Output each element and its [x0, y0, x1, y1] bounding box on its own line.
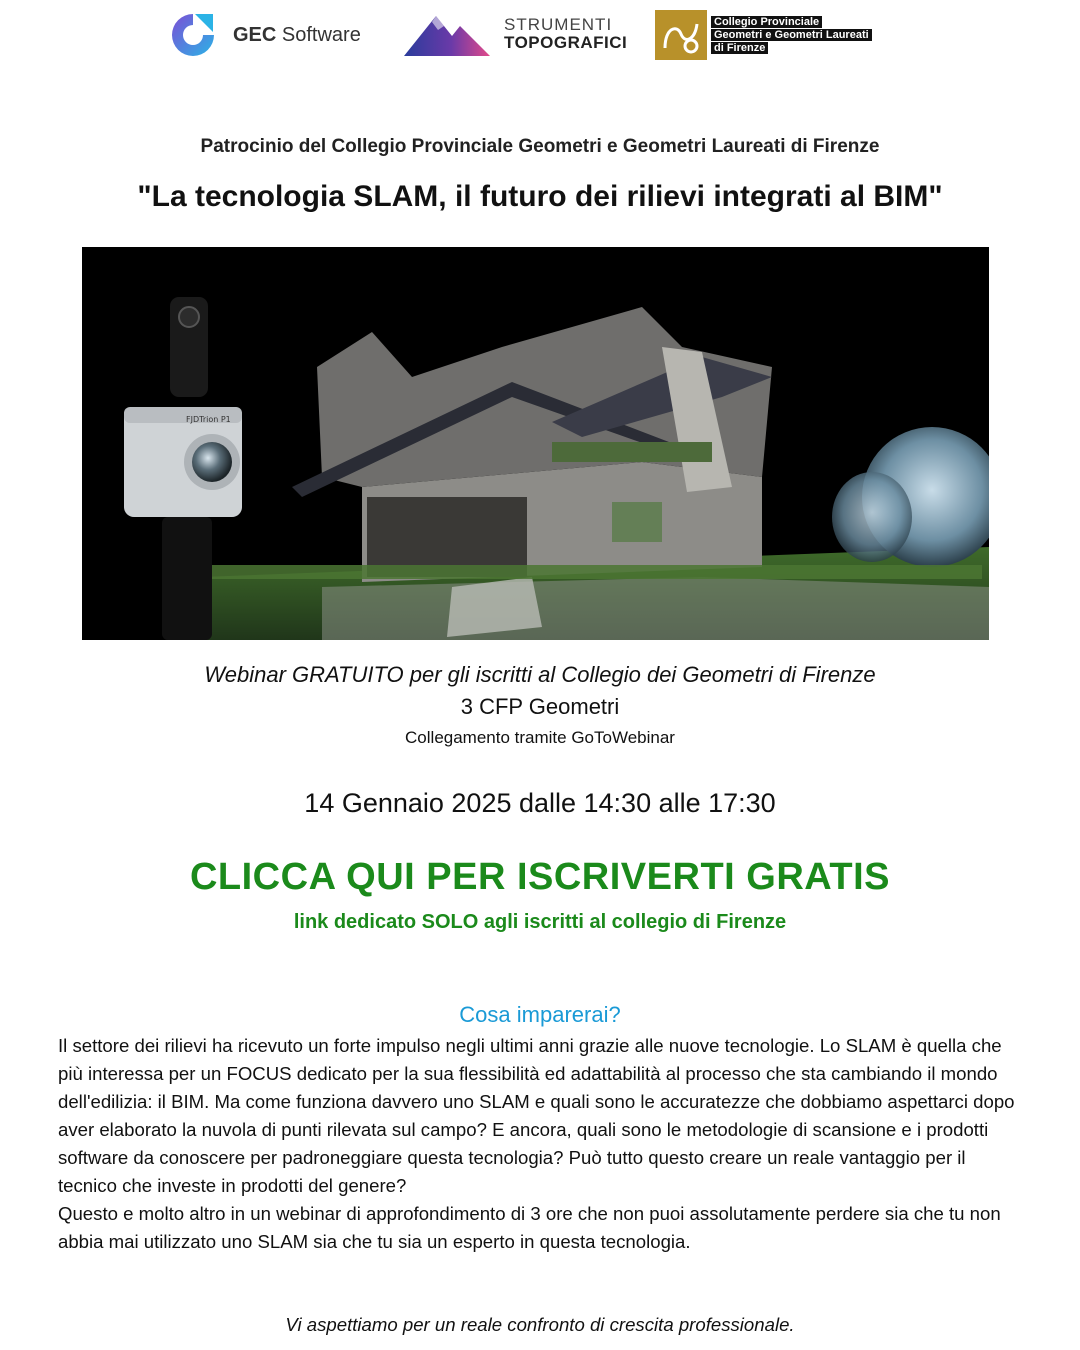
- logo-bar: [0, 0, 1080, 70]
- strumenti-topografici-logo[interactable]: [402, 8, 627, 60]
- register-link-note: link dedicato SOLO agli iscritti al collegio di Firenze: [293, 911, 787, 933]
- webinar-line: Webinar GRATUITO per gli iscritti al Collegio dei Geometri di Firenze: [204, 662, 876, 687]
- connection-line: Collegamento tramite GoToWebinar: [405, 728, 675, 747]
- hero-image: [82, 247, 989, 640]
- mountain-icon: [402, 8, 492, 60]
- gec-logo-text: GEC Software: [233, 23, 361, 46]
- gec-software-logo[interactable]: [165, 10, 361, 60]
- event-date: 14 Gennaio 2025 dalle 14:30 alle 17:30: [304, 788, 776, 818]
- collegio-logo-text: Collegio Provinciale Geometri e Geometri Laureati di Firenze: [711, 16, 872, 54]
- patrocinio-line: Patrocinio del Collegio Provinciale Geometri e Geometri Laureati di Firenze: [200, 136, 880, 157]
- closing-line: Vi aspettiamo per un reale confronto di crescita professionale.: [285, 1314, 795, 1335]
- learn-heading: Cosa imparerai?: [459, 1002, 621, 1027]
- description-paragraph-2: Questo e molto altro in un webinar di approfondimento di 3 ore che non puoi assolutamente perdere sia che tu non abbia mai utilizzato uno SLAM sia che tu sia un esperto in questa tecnologia.: [58, 1203, 1001, 1252]
- description: [58, 1032, 1028, 1256]
- register-link[interactable]: CLICCA QUI PER ISCRIVERTI GRATIS: [189, 856, 891, 898]
- collegio-firenze-logo[interactable]: [655, 10, 872, 60]
- page-title: "La tecnologia SLAM, il futuro dei rilievi integrati al BIM": [137, 180, 943, 213]
- point-cloud-illustration: [82, 247, 989, 640]
- gec-logo-icon: [165, 10, 221, 60]
- cfp-line: 3 CFP Geometri: [460, 694, 620, 719]
- scanner-label: FJDTrion P1: [186, 415, 231, 424]
- strumenti-logo-text: STRUMENTI TOPOGRAFICI: [504, 15, 628, 52]
- description-paragraph-1: Il settore dei rilievi ha ricevuto un forte impulso negli ultimi anni grazie alle nuove tecnologie. Lo SLAM è quella che più interessa per un FOCUS dedicato per la sua flessibilità ed adattabilità al processo che sta cambiando il mondo dell'edilizia: il BIM. Ma come funziona davvero uno SLAM e quali sono le accuratezze che dobbiamo aspettarci dopo aver elaborato la nuvola di punti rilevata sul campo? E ancora, quali sono le metodologie di scansione e i prodotti software da conoscere per padroneggiare questa tecnologia? Può tutto questo creare un reale vantaggio per il tecnico che investe in prodotti del genere?: [58, 1035, 1015, 1196]
- collegio-emblem-icon: [655, 10, 707, 60]
